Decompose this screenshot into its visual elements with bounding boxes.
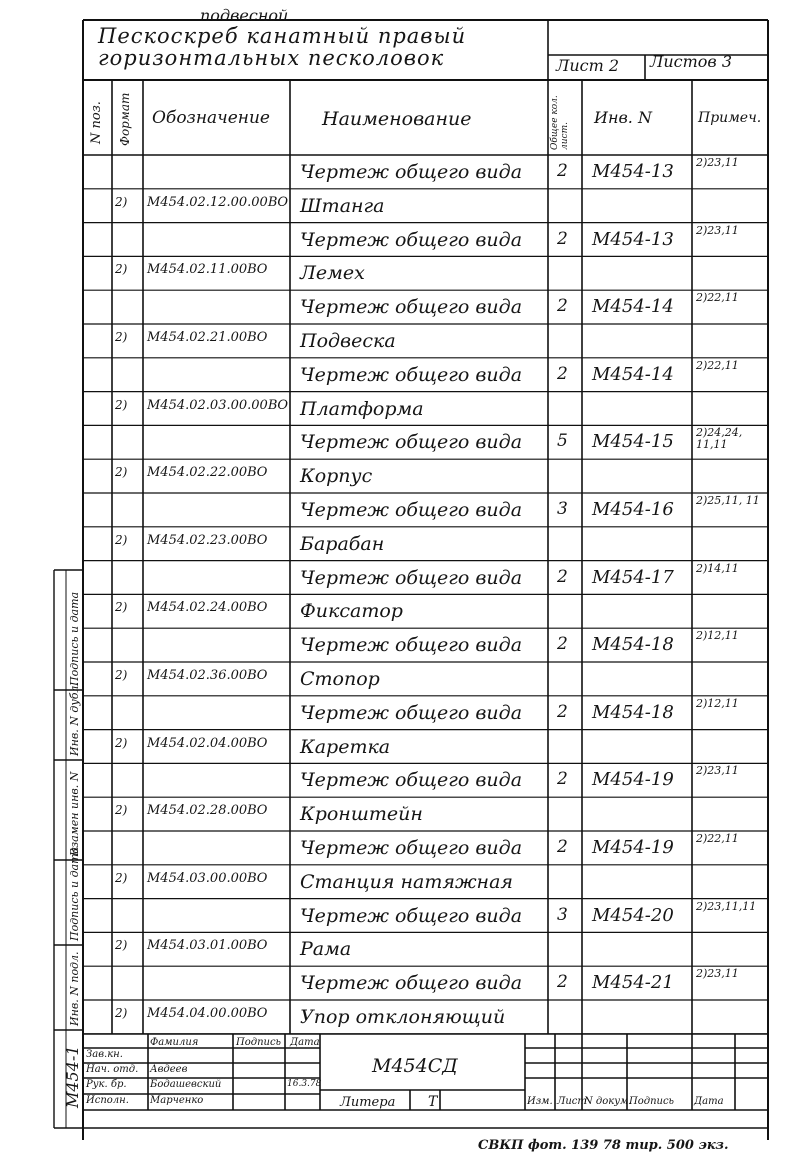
table-row (0, 459, 800, 493)
title-prefix: подвесной (200, 6, 289, 25)
column-header-format: Формат (118, 92, 132, 146)
margin-label: Инв. N подл. (68, 951, 81, 1026)
cell-note: 2)23,11 (696, 156, 739, 169)
cell-inventory-number: М454-13 (592, 228, 674, 250)
document-title-line-1: Пескоскреб канатный правый (98, 24, 467, 48)
cell-name: Стопор (300, 668, 380, 690)
cell-name: Упор отклоняющий (300, 1006, 506, 1028)
table-row (0, 966, 800, 1000)
title-block-revision-label: Подпись (629, 1096, 675, 1107)
cell-designation: М454.02.24.00ВО (147, 600, 268, 616)
cell-inventory-number: М454-16 (592, 499, 674, 520)
table-row (0, 797, 800, 831)
cell-designation: М454.03.01.00ВО (147, 938, 268, 954)
cell-format: 2) (115, 803, 128, 818)
cell-note: 2)23,11 (696, 223, 739, 237)
cell-name: Платформа (300, 397, 424, 420)
title-block-surname: Авдеев (150, 1064, 188, 1075)
document-title-line-2: горизонтальных песколовок (98, 46, 445, 70)
table-row (0, 763, 800, 797)
cell-name: Кронштейн (300, 803, 423, 826)
cell-designation: М454.02.22.00ВО (147, 465, 268, 481)
column-header-name: Наименование (322, 108, 472, 130)
cell-designation: М454.02.28.00ВО (147, 803, 268, 819)
original-inventory-number: М454-1 (63, 1045, 82, 1108)
column-header-inventory: Инв. N (594, 108, 652, 127)
table-row (0, 1000, 800, 1034)
cell-name: Чертеж общего вида (300, 972, 523, 995)
cell-note: 2)24,24, 11,11 (696, 426, 743, 452)
title-block-surname: Бодашевский (150, 1079, 222, 1090)
margin-label: Взамен инв. N (68, 771, 81, 856)
title-block-revision-label: N докум. (584, 1096, 632, 1107)
cell-name: Лемех (300, 262, 365, 285)
title-block-revision-label: Изм. (527, 1096, 553, 1107)
cell-quantity: 3 (557, 499, 568, 519)
cell-format: 2) (115, 532, 128, 547)
cell-designation: М454.02.36.00ВО (147, 668, 268, 683)
table-row (0, 527, 800, 561)
title-block-date: 16.3.78 (287, 1079, 322, 1089)
title-block-role: Зав.кн. (86, 1049, 123, 1060)
cell-designation: М454.02.04.00ВО (147, 735, 268, 751)
cell-designation: М454.02.11.00ВО (147, 262, 268, 278)
cell-quantity: 2 (557, 972, 568, 993)
margin-label: Подпись и дата (68, 846, 81, 941)
cell-name: Чертеж общего вида (300, 701, 523, 724)
cell-format: 2) (115, 397, 128, 412)
cell-note: 2)12,11 (696, 696, 739, 710)
cell-name: Чертеж общего вида (300, 499, 523, 521)
cell-note: 2)23,11,11 (696, 899, 757, 913)
title-block-role: Исполн. (86, 1095, 129, 1106)
title-block-role: Рук. бр. (86, 1079, 127, 1090)
table-row (0, 290, 800, 324)
table-row (0, 392, 800, 426)
cell-note: 2)23,11 (696, 967, 739, 981)
cell-name: Чертеж общего вида (300, 837, 523, 859)
title-block-revision-label: Дата (694, 1096, 724, 1107)
title-block-revision-label: Лист (557, 1096, 587, 1107)
cell-name: Станция натяжная (300, 870, 513, 893)
cell-name: Чертеж общего вида (300, 296, 523, 319)
cell-quantity: 2 (557, 769, 568, 790)
cell-name: Чертеж общего вида (300, 769, 523, 792)
cell-name: Чертеж общего вида (300, 566, 523, 589)
cell-name: Каретка (300, 735, 391, 758)
cell-inventory-number: М454-21 (592, 972, 674, 994)
cell-designation: М454.02.03.00.00ВО (147, 397, 289, 413)
column-header-quantity: Общее кол. лист. (550, 95, 570, 150)
column-header-position: N поз. (89, 101, 104, 144)
cell-inventory-number: М454-17 (592, 566, 674, 588)
title-block-sign-header: Подпись (236, 1037, 282, 1048)
sheet-number: Лист 2 (556, 56, 620, 75)
title-block-surname-header: Фамилия (150, 1037, 199, 1048)
table-row (0, 662, 800, 696)
table-row (0, 932, 800, 966)
cell-quantity: 2 (557, 363, 568, 384)
cell-inventory-number: М454-20 (592, 904, 674, 926)
table-row (0, 899, 800, 933)
cell-quantity: 3 (557, 904, 568, 925)
cell-format: 2) (115, 668, 128, 682)
cell-name: Фиксатор (300, 600, 403, 623)
cell-format: 2) (115, 870, 128, 885)
cell-name: Чертеж общего вида (300, 431, 523, 454)
litera-value: Т (428, 1094, 438, 1110)
cell-quantity: 2 (557, 296, 568, 317)
cell-designation: М454.02.21.00ВО (147, 330, 268, 345)
cell-format: 2) (115, 194, 128, 209)
cell-name: Чертеж общего вида (300, 228, 523, 251)
table-row (0, 223, 800, 257)
cell-quantity: 2 (557, 566, 568, 587)
margin-label: Подпись и дата (68, 591, 81, 686)
cell-note: 2)22,11 (696, 832, 739, 845)
table-row (0, 358, 800, 392)
table-row (0, 493, 800, 527)
cell-inventory-number: М454-13 (592, 161, 674, 182)
cell-note: 2)22,11 (696, 358, 739, 372)
table-row (0, 561, 800, 595)
cell-inventory-number: М454-14 (592, 296, 674, 318)
cell-designation: М454.04.00.00ВО (147, 1006, 268, 1021)
table-row (0, 256, 800, 290)
table-row (0, 324, 800, 358)
cell-designation: М454.02.12.00.00ВО (147, 194, 289, 210)
document-code: М454СД (372, 1055, 458, 1077)
cell-note: 2)23,11 (696, 764, 739, 778)
sheets-total: Листов 3 (650, 52, 732, 71)
cell-format: 2) (115, 938, 128, 953)
cell-name: Подвеска (300, 330, 396, 352)
table-row (0, 189, 800, 223)
cell-quantity: 5 (557, 431, 568, 452)
cell-quantity: 2 (557, 161, 568, 181)
cell-name: Рама (300, 938, 352, 961)
table-row (0, 628, 800, 662)
cell-quantity: 2 (557, 228, 568, 249)
title-block-surname: Марченко (150, 1095, 204, 1106)
cell-name: Штанга (300, 194, 385, 217)
column-header-designation: Обозначение (152, 108, 270, 128)
print-footer: СВКП фот. 139 78 тир. 500 экз. (478, 1138, 729, 1153)
cell-name: Чертеж общего вида (300, 634, 523, 657)
table-row (0, 831, 800, 865)
table-row (0, 696, 800, 730)
cell-inventory-number: М454-15 (592, 431, 674, 453)
cell-name: Чертеж общего вида (300, 161, 523, 183)
title-block-date-header: Дата (290, 1037, 320, 1048)
cell-format: 2) (115, 330, 128, 344)
cell-format: 2) (115, 262, 128, 277)
cell-name: Чертеж общего вида (300, 363, 523, 386)
cell-note: 2)25,11, 11 (696, 494, 760, 507)
cell-format: 2) (115, 1006, 128, 1020)
cell-quantity: 2 (557, 634, 568, 655)
cell-name: Барабан (300, 532, 385, 555)
cell-format: 2) (115, 600, 128, 615)
cell-quantity: 2 (557, 837, 568, 857)
cell-inventory-number: М454-18 (592, 634, 674, 656)
litera-label: Литера (340, 1095, 396, 1110)
cell-designation: М454.02.23.00ВО (147, 532, 268, 548)
cell-name: Чертеж общего вида (300, 904, 523, 927)
table-row (0, 155, 800, 189)
cell-format: 2) (115, 465, 128, 480)
cell-note: 2)22,11 (696, 291, 739, 305)
cell-note: 2)14,11 (696, 561, 739, 575)
cell-inventory-number: М454-14 (592, 363, 674, 385)
cell-quantity: 2 (557, 701, 568, 722)
cell-designation: М454.03.00.00ВО (147, 870, 268, 886)
cell-inventory-number: М454-19 (592, 837, 674, 858)
title-block-role: Нач. отд. (86, 1064, 139, 1075)
table-row (0, 730, 800, 764)
table-row (0, 425, 800, 459)
cell-note: 2)12,11 (696, 629, 739, 643)
column-header-note: Примеч. (698, 110, 762, 126)
cell-name: Корпус (300, 465, 373, 488)
cell-inventory-number: М454-19 (592, 769, 674, 791)
cell-format: 2) (115, 735, 128, 750)
margin-label: Инв. N дубл. (68, 682, 81, 756)
table-row (0, 865, 800, 899)
table-row (0, 594, 800, 628)
cell-inventory-number: М454-18 (592, 701, 674, 723)
